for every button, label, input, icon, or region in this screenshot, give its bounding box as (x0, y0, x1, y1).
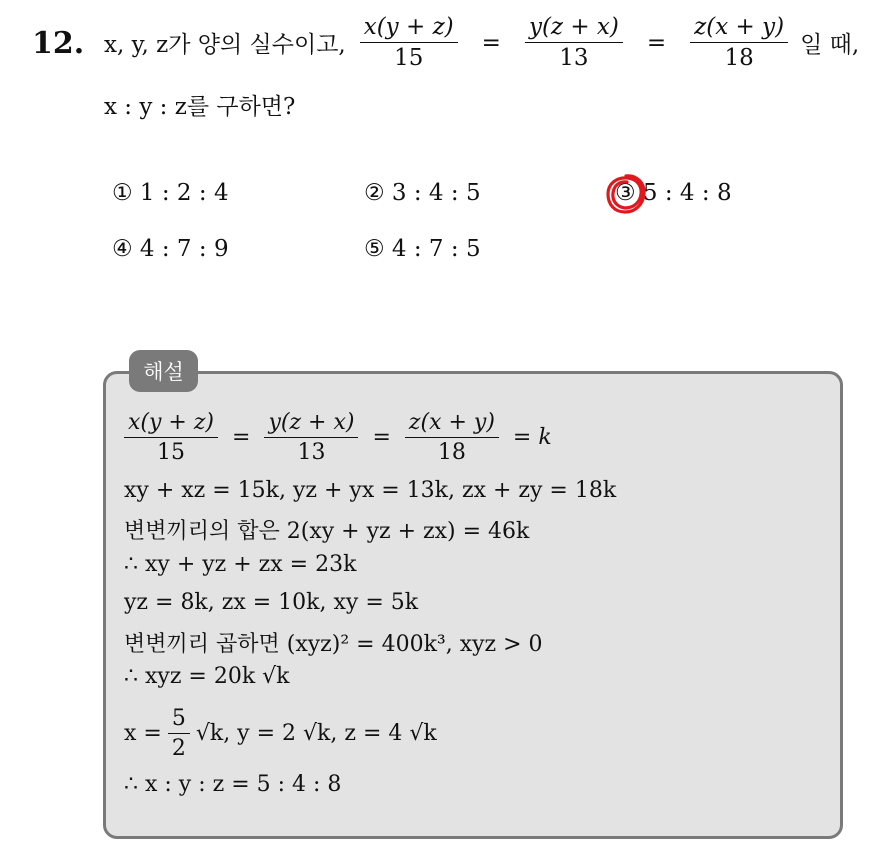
solution-line-8-end: √k, y = 2 √k, z = 4 √k (195, 721, 437, 746)
solution-fraction-5-2-denominator: 2 (171, 736, 186, 761)
solution-line-2 (124, 478, 616, 503)
solution-line-1-end: = k (512, 425, 552, 450)
solution-line-4 (124, 552, 356, 577)
solution-fraction-3 (405, 410, 499, 465)
solution-line-9-text: ∴ x : y : z = 5 : 4 : 8 (124, 772, 342, 797)
solution-line-9 (124, 772, 341, 797)
choice-1[interactable]: ① 1 : 2 : 4 (112, 180, 229, 206)
fraction-2-denominator: 13 (559, 45, 589, 71)
solution-tag: 해설 (129, 350, 198, 392)
solution-fraction-1 (124, 410, 218, 465)
solution-fraction-2-numerator: y(z + x) (264, 410, 358, 438)
question-tail: 일 때, (800, 32, 860, 58)
solution-line-3-text: 변변끼리의 합은 2(xy + yz + zx) = 46k (124, 519, 530, 544)
solution-line-2-text: xy + xz = 15k, yz + yx = 13k, zx + zy = 18k (124, 478, 617, 503)
equals-sign: = (372, 425, 391, 450)
fraction-1-numerator: x(y + z) (360, 14, 458, 43)
solution-line-5 (124, 590, 418, 615)
question-intro: x, y, z가 양의 실수이고, (104, 32, 346, 58)
equals-sign: = (481, 29, 501, 56)
fraction-3 (690, 14, 788, 71)
solution-fraction-1-numerator: x(y + z) (124, 410, 218, 438)
solution-fraction-2 (264, 410, 358, 465)
choice-2[interactable]: ② 3 : 4 : 5 (364, 180, 481, 206)
choice-3[interactable]: ③ 5 : 4 : 8 (615, 180, 732, 206)
question-number: 12. (32, 26, 85, 61)
answer-circle-mark (604, 172, 648, 216)
solution-line-6 (124, 627, 543, 658)
fraction-1 (360, 14, 458, 71)
solution-line-8 (124, 706, 437, 761)
fraction-3-numerator: z(x + y) (690, 14, 788, 43)
fraction-3-denominator: 18 (724, 45, 754, 71)
solution-line-4-text: ∴ xy + yz + zx = 23k (124, 552, 357, 577)
equals-sign: = (646, 29, 667, 56)
solution-fraction-3-numerator: z(x + y) (405, 410, 499, 438)
solution-line-7 (124, 664, 290, 689)
fraction-2 (525, 14, 623, 71)
solution-line-7-text: ∴ xyz = 20k √k (124, 664, 290, 689)
solution-fraction-5-2 (168, 706, 190, 761)
solution-line-8-start: x = (124, 721, 162, 746)
fraction-1-denominator: 15 (394, 45, 424, 71)
solution-line-3 (124, 514, 529, 545)
choice-4[interactable]: ④ 4 : 7 : 9 (112, 236, 229, 262)
solution-fraction-5-2-numerator: 5 (168, 706, 190, 734)
solution-fraction-1-denominator: 15 (157, 440, 185, 465)
solution-line-5-text: yz = 8k, zx = 10k, xy = 5k (124, 590, 419, 615)
question-text (104, 14, 859, 71)
equals-sign: = (232, 425, 251, 450)
solution-fraction-3-denominator: 18 (437, 440, 466, 465)
choice-5[interactable]: ⑤ 4 : 7 : 5 (364, 236, 481, 262)
solution-line-6-text: 변변끼리 곱하면 (xyz)² = 400k³, xyz > 0 (124, 632, 543, 657)
solution-fraction-2-denominator: 13 (297, 440, 326, 465)
fraction-2-numerator: y(z + x) (525, 14, 623, 43)
solution-line-1 (124, 410, 552, 465)
question-line-2: x : y : z를 구하면? (104, 94, 296, 120)
